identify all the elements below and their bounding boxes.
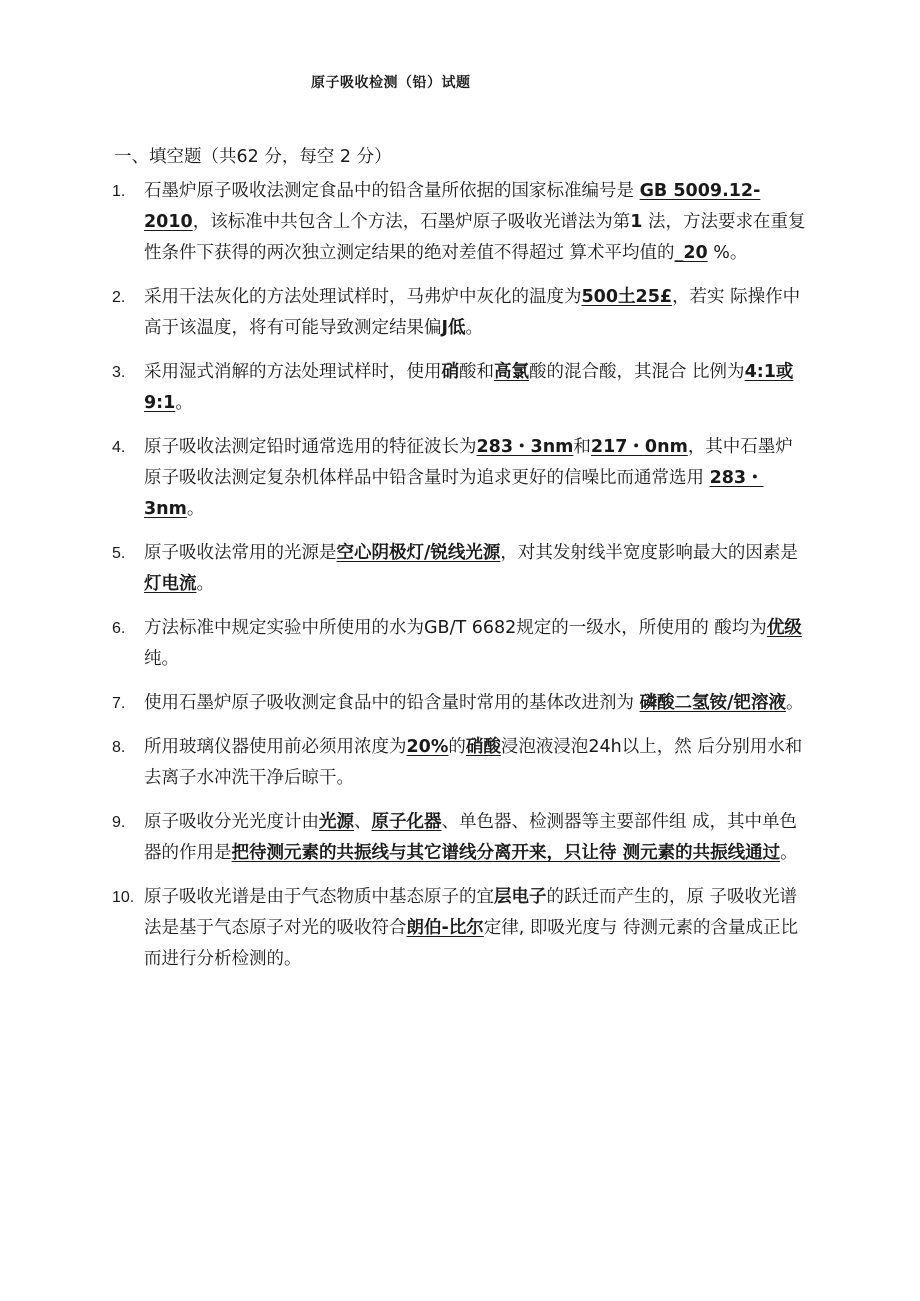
question-text-segment: 石墨炉原子吸收法测定食品中的铅含量所依据的国家标准编号是 bbox=[144, 181, 640, 201]
question-text-segment: 和 bbox=[573, 437, 591, 457]
question-number: 1. bbox=[112, 183, 126, 200]
question-item bbox=[110, 538, 810, 600]
question-text bbox=[144, 437, 793, 519]
question-item bbox=[110, 613, 810, 675]
answer-blank: 空心阴极灯/锐线光源 bbox=[336, 543, 501, 563]
question-text-segment: 使用石墨炉原子吸收测定食品中的铅含量时常用的基体改进剂为 bbox=[144, 693, 640, 713]
answer-text: 硝 bbox=[441, 362, 459, 382]
question-item bbox=[110, 688, 810, 719]
question-number: 6. bbox=[112, 620, 126, 637]
answer-blank: 优级 bbox=[766, 618, 802, 638]
question-number: 5. bbox=[112, 545, 126, 562]
question-number: 3. bbox=[112, 364, 126, 381]
question-item bbox=[110, 357, 810, 419]
answer-text: 层电子 bbox=[494, 887, 547, 907]
answer-text: 1 bbox=[630, 212, 643, 232]
answer-blank: 硝酸 bbox=[465, 737, 501, 757]
question-list bbox=[110, 176, 810, 988]
question-text-segment: 。 bbox=[175, 393, 193, 413]
question-number: 8. bbox=[112, 739, 126, 756]
answer-blank: 20% bbox=[406, 737, 449, 757]
question-text bbox=[144, 693, 803, 713]
question-text-segment: %。 bbox=[707, 243, 748, 263]
question-item bbox=[110, 432, 810, 525]
answer-blank: GB 5009.12-2010 bbox=[144, 181, 761, 232]
question-text bbox=[144, 618, 802, 669]
answer-blank: 217・0nm bbox=[590, 437, 688, 457]
answer-blank: _20 bbox=[674, 243, 708, 263]
question-text bbox=[144, 812, 798, 863]
question-text-segment: ，其中石墨炉原子吸收法测定复杂机体样品中铅含量时为追求更好的信噪比而通常选用 bbox=[144, 437, 793, 488]
answer-blank: 高氯 bbox=[494, 362, 529, 382]
question-text-segment: 。 bbox=[780, 843, 798, 863]
question-text-segment: 。 bbox=[785, 693, 804, 713]
question-number: 9. bbox=[112, 814, 126, 831]
question-text-segment: 。 bbox=[186, 499, 205, 519]
question-text-segment: 、单色器、检测器等主要部件组 成，其中单色器的作用是 bbox=[144, 812, 798, 863]
question-text-segment: 纯。 bbox=[144, 649, 179, 669]
question-text-segment: 采用干法灰化的方法处理试样时，马弗炉中灰化的温度为 bbox=[144, 287, 582, 307]
answer-blank: 光源 bbox=[319, 812, 354, 832]
question-text-segment: 的跃迁而产生的，原 子吸收光谱法是基于气态原子对光的吸收符合 bbox=[144, 887, 798, 938]
question-text bbox=[144, 887, 798, 969]
question-text-segment: 原子吸收光谱是由于气态物质中基态原子的宜 bbox=[144, 887, 494, 907]
question-text-segment: 原子吸收法常用的光源是 bbox=[144, 543, 337, 563]
question-text-segment: 浸泡液浸泡24h以上，然 后分别用水和去离子水冲洗干净后晾干。 bbox=[144, 737, 803, 788]
question-text-segment: ，该标准中共包含丄个方法，石墨炉原子吸收光谱法为第 bbox=[192, 212, 631, 232]
answer-blank: 500土25£ bbox=[581, 287, 673, 307]
answer-blank: 283・3nm bbox=[144, 468, 764, 519]
question-number: 10. bbox=[112, 889, 135, 906]
answer-blank: 把待测元素的共振线与其它谱线分离开来，只让待 测元素的共振线通过 bbox=[231, 843, 781, 863]
question-item bbox=[110, 807, 810, 869]
answer-blank: 4:1或9:1 bbox=[144, 362, 794, 413]
question-number: 7. bbox=[112, 695, 126, 712]
question-text-segment: 、 bbox=[354, 812, 372, 832]
question-text bbox=[144, 362, 793, 413]
question-text-segment: 的 bbox=[448, 737, 466, 757]
question-item bbox=[110, 282, 810, 344]
answer-blank: 磷酸二氢铵/钯溶液 bbox=[639, 693, 786, 713]
answer-blank: 灯电流 bbox=[144, 574, 197, 594]
answer-text: J低 bbox=[441, 318, 466, 338]
answer-blank: 原子化器 bbox=[371, 812, 442, 832]
question-text bbox=[144, 737, 802, 788]
document-title: 原子吸收检测（铅）试题 bbox=[311, 75, 471, 91]
question-text-segment: 原子吸收分光光度计由 bbox=[144, 812, 319, 832]
question-item bbox=[110, 882, 810, 975]
question-item bbox=[110, 732, 810, 794]
question-text-segment: 酸和 bbox=[459, 362, 494, 382]
question-text bbox=[144, 287, 800, 338]
question-text-segment: 法，方法要求在重复性条件下获得的两次独立测定结果的绝对差值不得超过 算术平均值的 bbox=[144, 212, 806, 263]
question-text-segment: 酸的混合酸，其混合 比例为 bbox=[529, 362, 745, 382]
answer-blank: 283・3nm bbox=[476, 437, 574, 457]
question-number: 2. bbox=[112, 289, 126, 306]
question-text-segment: 。 bbox=[465, 318, 484, 338]
question-text-segment: 原子吸收法测定铅时通常选用的特征波长为 bbox=[144, 437, 477, 457]
section-heading: 一、填空题（共62 分，每空 2 分） bbox=[114, 147, 392, 167]
question-text bbox=[144, 543, 798, 594]
question-text-segment: 。 bbox=[196, 574, 214, 594]
question-text-segment: 所用玻璃仪器使用前必须用浓度为 bbox=[144, 737, 407, 757]
question-text-segment: 方法标准中规定实验中所使用的水为GB/T 6682规定的一级水，所使用的 酸均为 bbox=[144, 618, 767, 638]
question-text-segment: 定律, 即吸光度与 待测元素的含量成正比而进行分析检测的。 bbox=[144, 918, 798, 969]
question-number: 4. bbox=[112, 439, 126, 456]
question-text-segment: ，对其发射线半宽度影响最大的因素是 bbox=[500, 543, 798, 563]
question-text-segment: ，若实 际操作中高于该温度，将有可能导致测定结果偏 bbox=[144, 287, 801, 338]
question-text-segment: 采用湿式消解的方法处理试样时，使用 bbox=[144, 362, 442, 382]
question-item bbox=[110, 176, 810, 269]
question-text bbox=[144, 181, 805, 263]
answer-blank: 朗伯-比尔 bbox=[406, 918, 484, 938]
